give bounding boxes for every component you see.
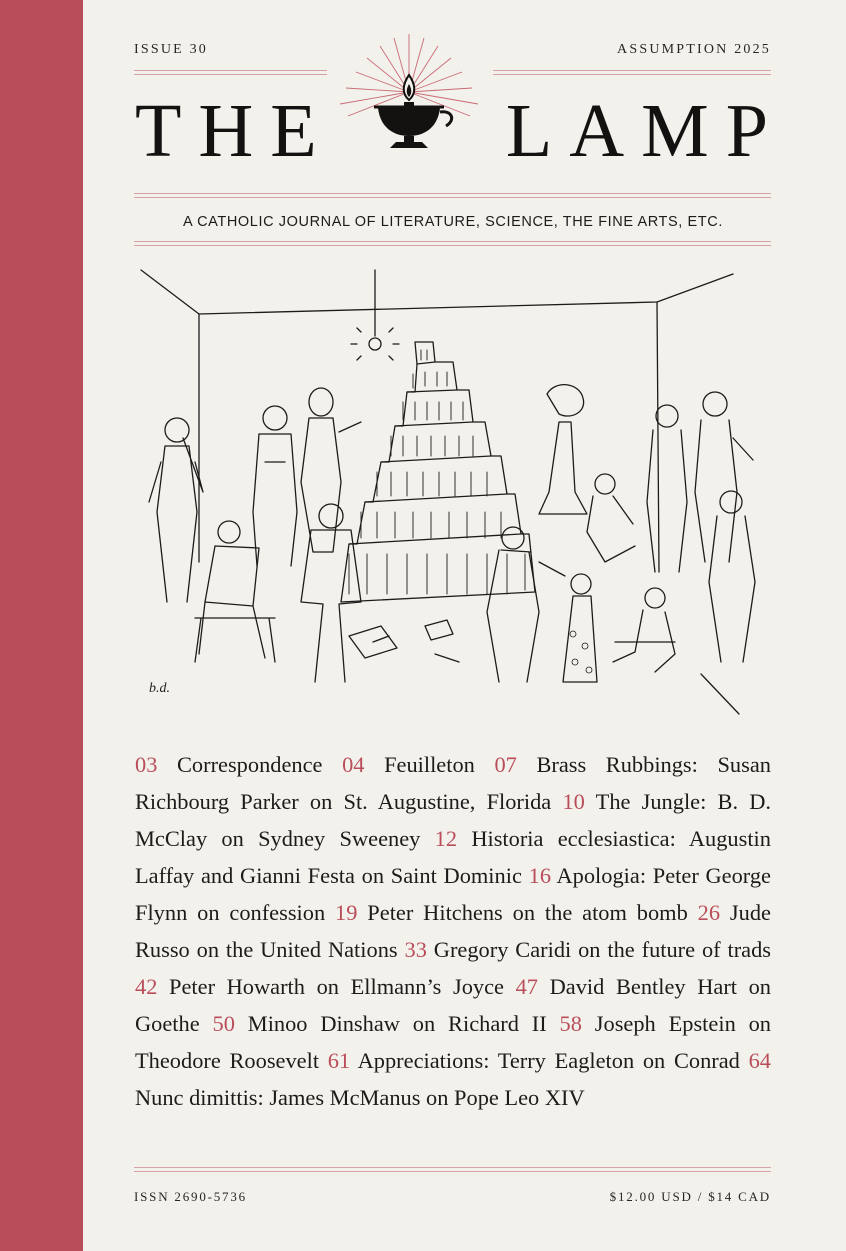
toc-article-title: Correspondence [176,752,323,777]
toc-article-title: Jude Russo on the United Nations [135,900,771,962]
toc-article-title: David Bentley Hart on Goethe [135,974,771,1036]
toc-page-number: 42 [135,974,158,999]
illustrator-signature: b.d. [149,681,170,696]
issue-season: ASSUMPTION 2025 [617,42,771,57]
toc-entry [135,752,322,777]
toc-page-number: 50 [212,1011,235,1036]
toc-page-number: 61 [327,1048,351,1073]
toc-page-number: 07 [494,752,517,777]
toc-page-number: 33 [404,937,427,962]
toc-page-number: 58 [559,1011,582,1036]
top-rule-left [134,70,327,75]
issue-number: ISSUE 30 [134,42,208,57]
toc-entry [342,752,475,777]
toc-page-number: 47 [515,974,538,999]
footer-rule [134,1167,771,1172]
journal-subtitle: A CATHOLIC JOURNAL OF LITERATURE, SCIENCE, THE FINE ARTS, ETC. [183,214,723,230]
toc-page-number: 64 [748,1048,771,1073]
toc-article-title: The Jungle: B. D. McClay on Sydney Sweeney [135,789,771,851]
toc-entry [328,1048,740,1073]
masthead-the: THE [135,89,334,173]
toc-article-title: Historia ecclesiastica: Augustin Laffay and Gianni Festa on Saint Dominic [135,826,771,888]
toc-article-title: Gregory Caridi on the future of trads [433,937,772,962]
toc-article-title: Feuilleton [384,752,475,777]
toc-entry [213,1011,547,1036]
toc-entry [405,937,772,962]
toc-article-title: Appreciations: Terry Eagleton on Conrad [357,1048,740,1073]
toc-entry [135,974,504,999]
toc-entry [335,900,688,925]
cover-spine-band [0,0,83,1251]
issn-number: ISSN 2690-5736 [134,1189,247,1204]
masthead-lamp: LAMP [505,89,785,173]
cover-price: $12.00 USD / $14 CAD [609,1189,771,1204]
toc-page-number: 03 [135,752,158,777]
toc-page-number: 26 [697,900,721,925]
cover-page [83,0,846,1251]
toc-page-number: 12 [434,826,458,851]
toc-article-title: Joseph Epstein on Theodore Roosevelt [135,1011,771,1073]
toc-article-title: Apologia: Peter George Flynn on confession [135,863,771,925]
toc-page-number: 10 [562,789,585,814]
toc-article-title: Peter Hitchens on the atom bomb [367,900,688,925]
top-rule-right [493,70,771,75]
masthead-rule-lower [134,241,771,246]
table-of-contents [135,746,771,1116]
toc-page-number: 04 [342,752,365,777]
cover-illustration [135,262,775,722]
toc-article-title: Minoo Dinshaw on Richard II [247,1011,547,1036]
toc-article-title: Nunc dimittis: James McManus on Pope Leo XIV [135,1085,585,1110]
toc-article-title: Peter Howarth on Ellmann’s Joyce [169,974,504,999]
toc-article-title: Brass Rubbings: Susan Richbourg Parker on St. Augustine, Florida [135,752,771,814]
toc-page-number: 19 [335,900,358,925]
masthead-rule-upper [134,193,771,198]
masthead-title [135,86,785,176]
toc-page-number: 16 [528,863,552,888]
